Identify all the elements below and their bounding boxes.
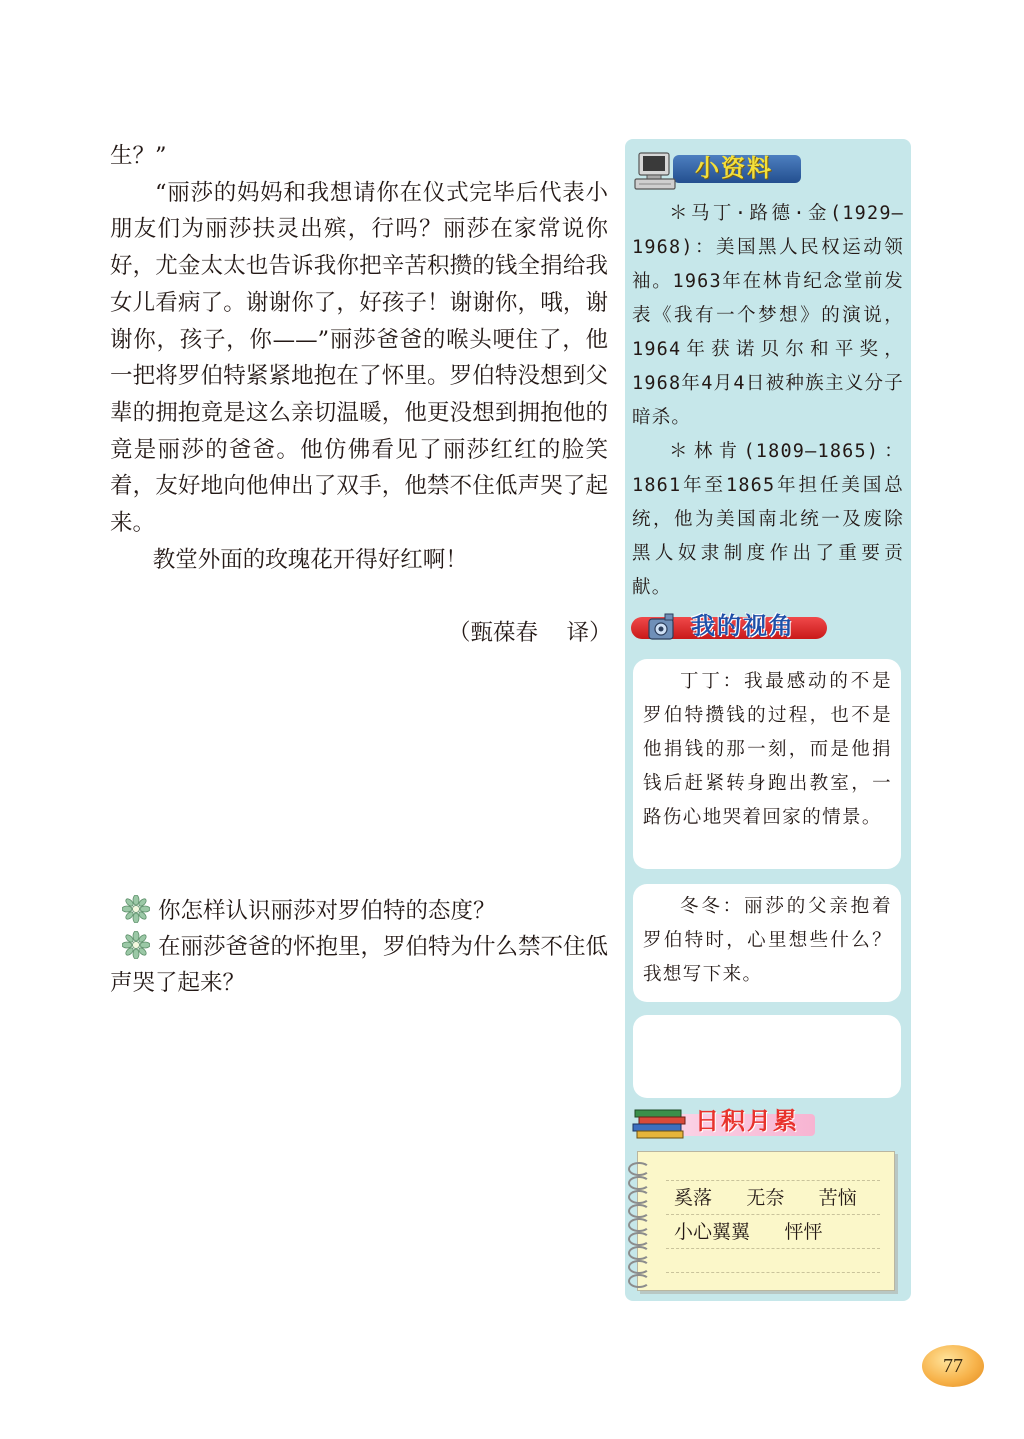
- discussion-questions: [110, 893, 608, 1001]
- spiral-ring: [628, 1274, 650, 1288]
- spiral-ring: [628, 1218, 650, 1232]
- ruled-line: [666, 1248, 880, 1249]
- spiral-ring: [628, 1162, 650, 1176]
- question-2-text: 在丽莎爸爸的怀抱里，罗伯特为什么禁不住低声哭了起来？: [110, 934, 609, 996]
- info-lincoln: ＊林肯(1809—1865)：1861年至1865年担任美国总统，他为美国南北统一及废除黑人奴隶制度作出了重要贡献。: [632, 441, 904, 598]
- blank-writing-card[interactable]: [633, 1015, 901, 1098]
- spiral-ring: [628, 1176, 650, 1190]
- story-text: [110, 138, 608, 578]
- info-mlk: ＊马丁·路德·金(1929—1968)：美国黑人民权运动领袖。1963年在林肯纪念堂前发表《我有一个梦想》的演说，1964年获诺贝尔和平奖，1968年4月4日被种族主义分子暗杀。: [632, 203, 904, 428]
- words-title: 日积月累: [695, 1107, 799, 1135]
- camera-icon: [645, 609, 681, 647]
- vocabulary-row: 小心翼翼 怦怦: [674, 1221, 823, 1243]
- vocabulary-notebook: [637, 1151, 895, 1291]
- spiral-ring: [628, 1204, 650, 1218]
- info-section-heading: [633, 151, 808, 187]
- dongdong-comment: 冬冬：丽莎的父亲抱着罗伯特时，心里想些什么？我想写下来。: [643, 896, 892, 985]
- info-title: 小资料: [695, 154, 773, 182]
- ruled-line: [666, 1180, 880, 1181]
- spiral-ring: [628, 1232, 650, 1246]
- books-icon: [631, 1106, 689, 1144]
- ruled-line: [666, 1272, 880, 1273]
- flower-bullet-icon: [122, 931, 150, 959]
- dongdong-comment-card: [633, 884, 901, 1002]
- spiral-ring: [628, 1260, 650, 1274]
- dingding-comment: 丁丁：我最感动的不是罗伯特攒钱的过程，也不是他捐钱的那一刻，而是他捐钱后赶紧转身跑出教室，一路伤心地哭着回家的情景。: [643, 671, 892, 828]
- story-paragraph: 教堂外面的玫瑰花开得好红啊！: [152, 546, 468, 573]
- question-1-text: 你怎样认识丽莎对罗伯特的态度？: [158, 898, 496, 924]
- flower-bullet-icon: [122, 895, 150, 923]
- dingding-comment-card: [633, 659, 901, 869]
- spiral-ring: [628, 1190, 650, 1204]
- vocabulary-row: 奚落 无奈 苦恼: [674, 1187, 857, 1209]
- page-number: 77: [922, 1345, 984, 1387]
- view-section-heading: [631, 609, 831, 645]
- computer-icon: [633, 151, 679, 193]
- view-title: 我的视角: [691, 612, 795, 640]
- story-paragraph: “丽莎的妈妈和我想请你在仪式完毕后代表小朋友们为丽莎扶灵出殡，行吗？丽莎在家常说你好，尤金太太也告诉我你把辛苦积攒的钱全捐给我女儿看病了。谢谢你了，好孩子！谢谢你，哦，谢谢你，孩子，你——”丽莎爸爸的喉头哽住了，他一把将罗伯特紧紧地抱在了怀里。罗伯特没想到父辈的拥抱竟是这么亲切温暖，他更没想到拥抱他的竟是丽莎的爸爸。他仿佛看见了丽莎红红的脸笑着，友好地向他伸出了双手，他禁不住低声哭了起来。: [110, 179, 608, 537]
- story-paragraph: 生？”: [110, 143, 167, 169]
- info-text: [632, 197, 904, 605]
- spiral-ring: [628, 1246, 650, 1260]
- question-item: [110, 893, 608, 929]
- ruled-line: [666, 1214, 880, 1215]
- words-section-heading: [631, 1104, 821, 1140]
- sidebar-panel: [625, 139, 911, 1301]
- translator-credit: （甄葆春 译）: [448, 620, 612, 646]
- question-item: [110, 929, 608, 1001]
